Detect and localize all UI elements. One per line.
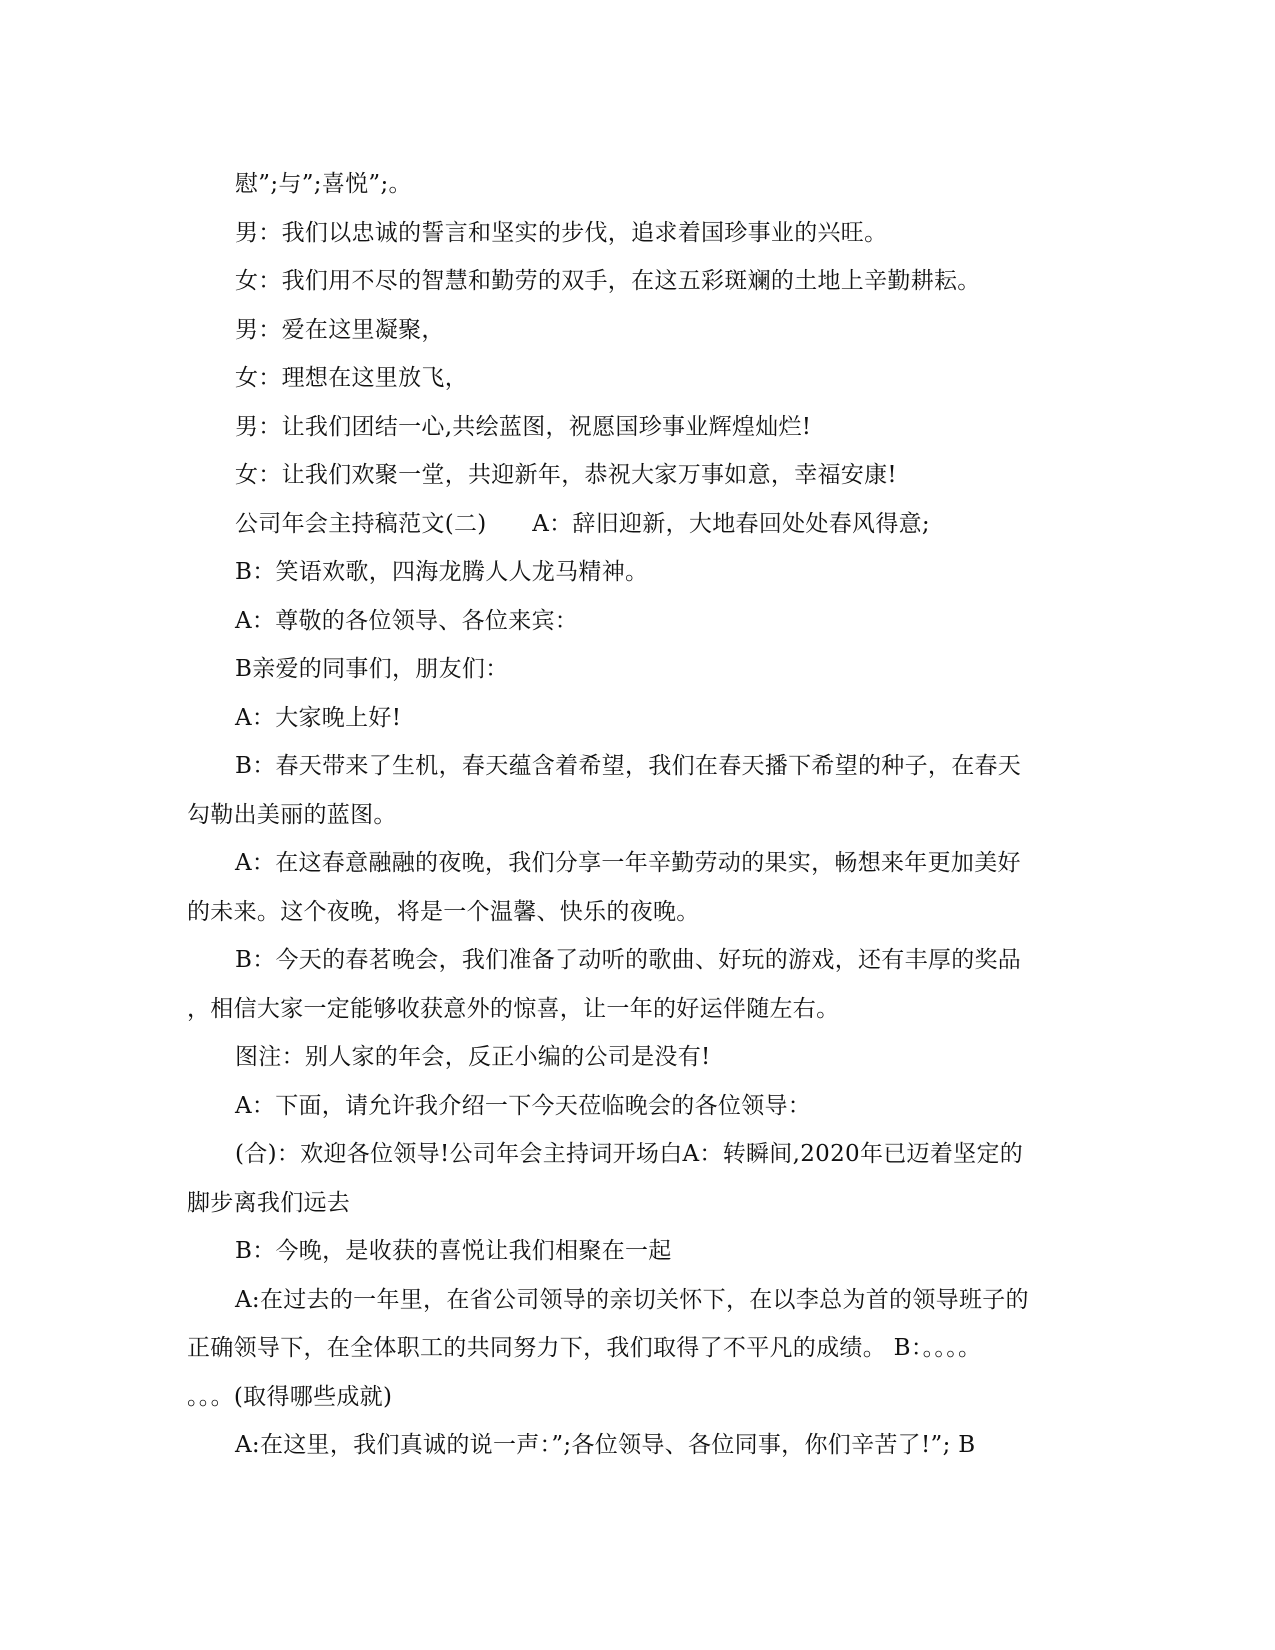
text-line: 男：我们以忠诚的誓言和坚实的步伐，追求着国珍事业的兴旺。 xyxy=(235,219,888,246)
text-line: 女：我们用不尽的智慧和勤劳的双手，在这五彩斑斓的土地上辛勤耕耘。 xyxy=(235,268,981,294)
text-line: B：今天的春茗晚会，我们准备了动听的歌曲、好玩的游戏，还有丰厚的奖品 xyxy=(235,947,1022,973)
text-line: 。。。(取得哪些成就) xyxy=(187,1383,393,1410)
text-line: A：在这春意融融的夜晚，我们分享一年辛勤劳动的果实，畅想来年更加美好 xyxy=(235,850,1021,876)
text-line: (合)：欢迎各位领导!公司年会主持词开场白A：转瞬间,2020年已迈着坚定的 xyxy=(235,1141,1024,1167)
section-heading-line: 公司年会主持稿范文(二) A：辞旧迎新，大地春回处处春风得意; xyxy=(235,510,930,537)
text-line: 的未来。这个夜晚，将是一个温馨、快乐的夜晚。 xyxy=(187,898,700,925)
text-line: 脚步离我们远去 xyxy=(187,1189,351,1216)
text-line: 男：爱在这里凝聚， xyxy=(235,316,445,343)
text-line: ，相信大家一定能够收获意外的惊喜，让一年的好运伴随左右。 xyxy=(187,995,840,1022)
text-line: A:在这里，我们真诚的说一声：”;各位领导、各位同事，你们辛苦了!”; B xyxy=(235,1432,976,1458)
text-line: 女：理想在这里放飞， xyxy=(235,365,468,391)
text-line: B：笑语欢歌，四海龙腾人人龙马精神。 xyxy=(235,559,649,585)
text-line: A：下面，请允许我介绍一下今天莅临晚会的各位领导： xyxy=(235,1092,812,1119)
text-line: 男：让我们团结一心,共绘蓝图，祝愿国珍事业辉煌灿烂! xyxy=(235,413,812,440)
text-line: A：尊敬的各位领导、各位来宾： xyxy=(235,607,579,634)
text-line: 慰”;与”;喜悦”;。 xyxy=(235,171,412,197)
text-line: 女：让我们欢聚一堂，共迎新年，恭祝大家万事如意，幸福安康! xyxy=(235,462,897,488)
document-body xyxy=(187,160,1087,1470)
text-line: B：春天带来了生机，春天蕴含着希望，我们在春天播下希望的种子，在春天 xyxy=(235,753,1022,779)
text-line: 正确领导下，在全体职工的共同努力下，我们取得了不平凡的成绩。 B：。。。。 xyxy=(187,1335,982,1361)
text-line: B：今晚，是收获的喜悦让我们相聚在一起 xyxy=(235,1238,672,1264)
text-line: B亲爱的同事们，朋友们： xyxy=(235,656,509,682)
text-line: A：大家晚上好! xyxy=(235,704,402,731)
text-line: 勾勒出美丽的蓝图。 xyxy=(187,801,397,828)
text-line: A:在过去的一年里，在省公司领导的亲切关怀下，在以李总为首的领导班子的 xyxy=(235,1286,1029,1313)
text-line: 图注：别人家的年会，反正小编的公司是没有! xyxy=(235,1044,711,1070)
